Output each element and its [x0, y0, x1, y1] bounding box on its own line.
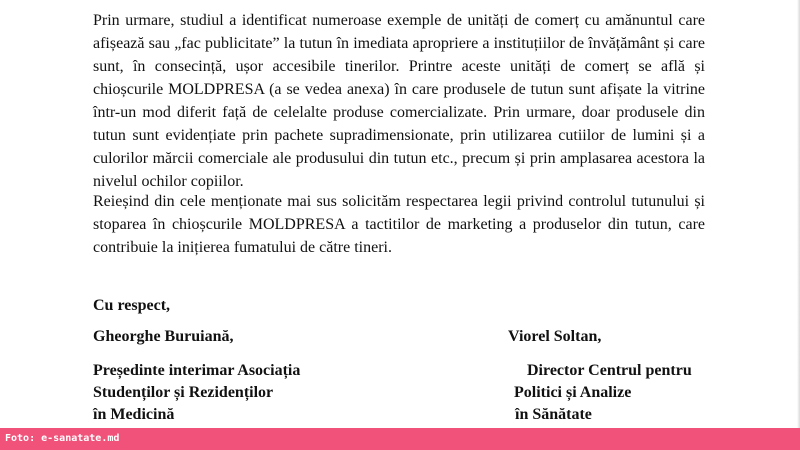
signatory-name-left: Gheorghe Buruiană, [93, 328, 234, 345]
photo-credit-text: Foto: e-sanatate.md [5, 433, 120, 444]
paragraph-request: Reieșind din cele menționate mai sus solicităm respectarea legii privind controlul tutunului și stoparea în chioșcurile MOLDPRESA a tactitilor de marketing a produselor din tutun, care contribuie la inițierea fumatului de către tineri. [93, 193, 705, 256]
signatory-title-left-line: în Medicină [93, 406, 175, 423]
signatory-title-left-line: Studenților și Rezidenților [93, 384, 274, 401]
signatory-name-right: Viorel Soltan, [508, 328, 602, 345]
signatory-title-right-line: în Sănătate [515, 406, 592, 423]
signatory-title-right-line: Director Centrul pentru [527, 362, 692, 379]
signatory-title-left [93, 360, 300, 426]
paragraph-findings: Prin urmare, studiul a identificat numeroase exemple de unități de comerț cu amănuntul care afișează sau „fac publicitate” la tutun în imediata apropriere a instituțiilor de învățământ și care sunt, în consecință, ușor accesibile tinerilor. Printre aceste unități de comerț se află și chioșcurile MOLDPRESA (a se vedea anexa) în care produsele de tutun sunt afișate la vitrine într-un mod diferit față de celelalte produse comercializate. Prin urmare, doar produsele din tutun sunt evidențiate prin pachete supradimensionate, prin utilizarea cutiilor de lumini și a culorilor mărcii comerciale ale produsului din tutun etc., precum și prin amplasarea acestora la nivelul ochilor copiilor. [93, 12, 705, 190]
closing-salutation: Cu respect, [93, 297, 171, 314]
signatory-title-left-line: Președinte interimar Asociația [93, 362, 301, 379]
signatory-title-right [508, 360, 692, 426]
photo-credit-bar [0, 428, 800, 450]
signatory-title-right-line: Politici și Analize [514, 384, 632, 401]
